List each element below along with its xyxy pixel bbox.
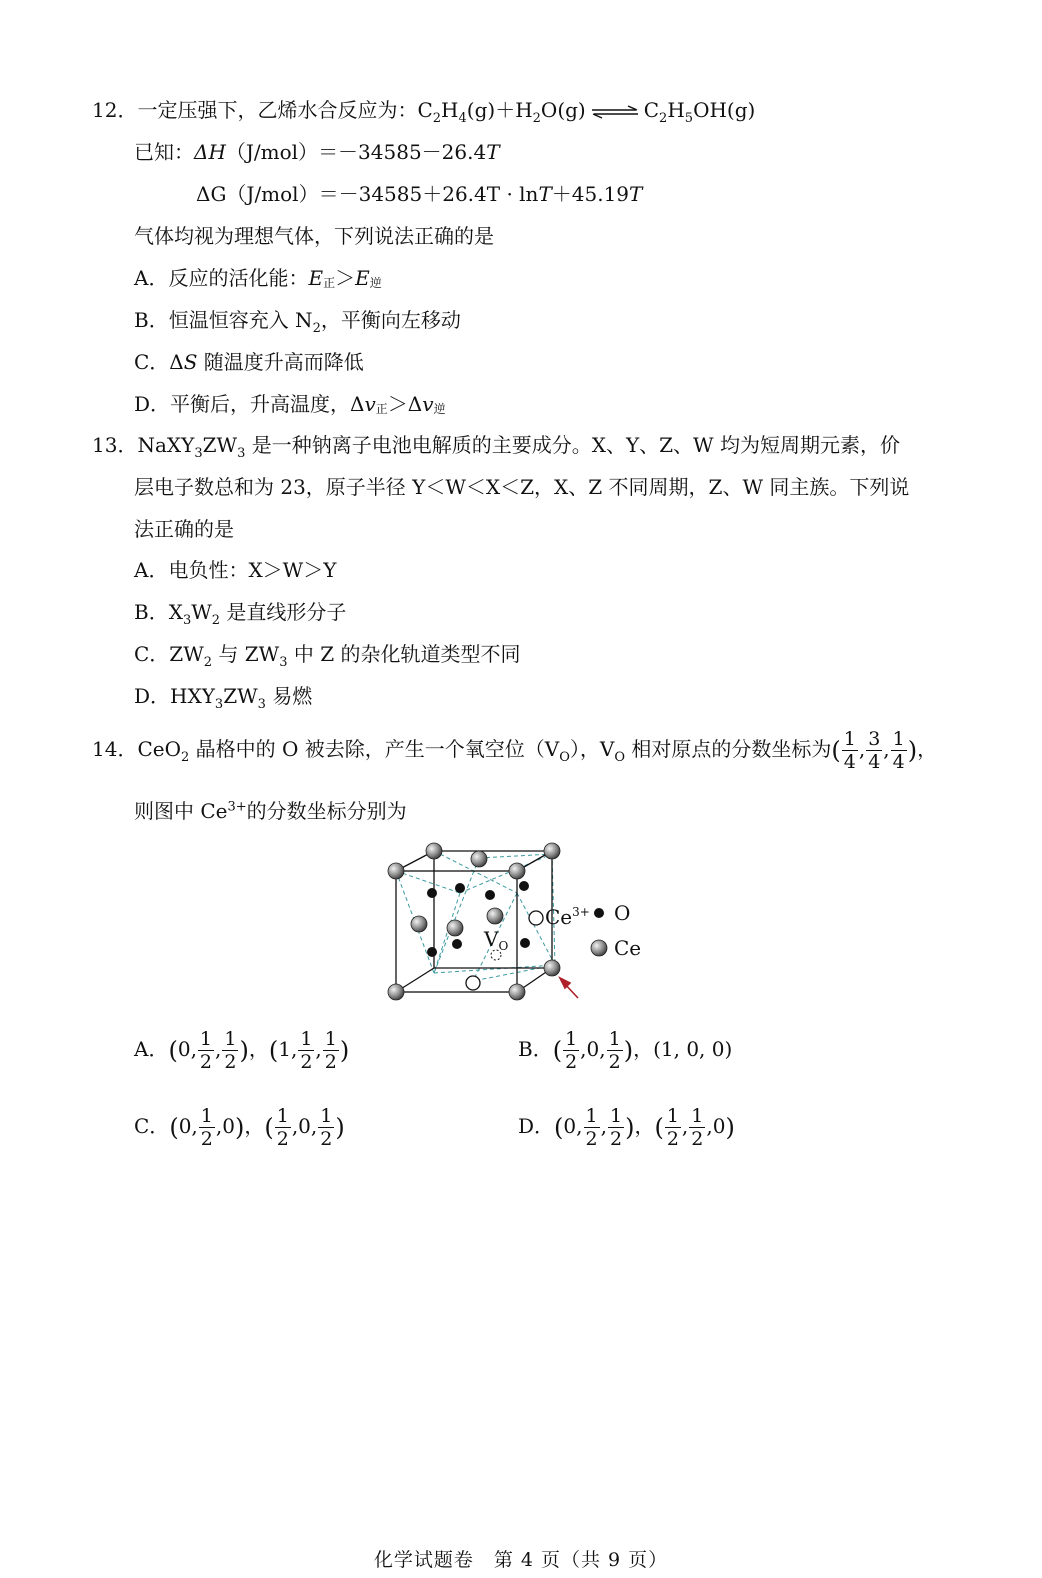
q13-option-b[interactable]: B．$X_3W_2$ 是直线形分子: [134, 600, 347, 628]
q13-number: 13．: [92, 433, 138, 457]
q12-condition: 气体均视为理想气体，下列说法正确的是: [134, 224, 494, 248]
q14-stem-line2: 则图中 $Ce^{3+}$的分数坐标分别为: [134, 799, 407, 823]
origin-arrow-icon: [560, 978, 578, 998]
q13-stem-line1: 13．$NaXY_3ZW_3$ 是一种钠离子电池电解质的主要成分。X、Y、Z、W 均为短周期元素，价: [92, 433, 900, 461]
vo-label: $V_O$: [484, 927, 509, 953]
crystal-figure: [382, 838, 662, 1013]
q12-known-dh: 已知：ΔH（J/mol）＝－34585－26.4T: [134, 140, 500, 164]
q13-stem-line2: 层电子数总和为 23，原子半径 Y＜W＜X＜Z，X、Z 不同周期，Z、W 同主族。下列说: [134, 475, 910, 499]
q13-stem-line3: 法正确的是: [134, 517, 234, 541]
page-footer: 化学试题卷 第 4 页（共 9 页）: [373, 1549, 669, 1571]
q12-option-d[interactable]: D．平衡后，升高温度，Δv正＞Δv逆: [134, 392, 446, 416]
q12-stem: [92, 96, 755, 126]
q14-option-c[interactable]: C．(0, $\frac{1}{2}$ ,0)，( $\frac{1}{2}$ ,0, $\frac{1}{2}$ ): [134, 1105, 345, 1150]
q12-stem-text: 一定压强下，乙烯水合反应为：: [137, 98, 418, 122]
legend-o-dot: [594, 908, 604, 918]
q14-option-b[interactable]: B．( $\frac{1}{2}$ ,0, $\frac{1}{2}$ )，(1, 0, 0): [518, 1028, 733, 1073]
legend-ce-label: Ce: [614, 936, 642, 960]
legend-ce-dot: [591, 940, 607, 956]
q13-option-c[interactable]: C．$ZW_2$ 与 $ZW_3$ 中 Z 的杂化轨道类型不同: [134, 642, 521, 670]
q12-number: 12．: [92, 98, 138, 122]
q12-known-dg: ΔG（J/mol）＝－34585＋26.4T · lnT＋45.19T: [196, 182, 643, 206]
coord-frac-x: $\frac{1}{4}$: [843, 728, 856, 773]
q12-products: $C_2H_5OH(g)$: [643, 98, 756, 126]
o-atoms: [427, 881, 530, 957]
coord-frac-z: $\frac{1}{4}$: [892, 728, 905, 773]
q13-option-d[interactable]: D．$HXY_3ZW_3$ 易燃: [134, 684, 313, 712]
q14-number: 14．: [92, 737, 138, 761]
q12-option-b[interactable]: B．恒温恒容充入 $N_2$，平衡向左移动: [134, 308, 461, 336]
q14-stem-line1: 14．CeO$_2$ 晶格中的 O 被去除，产生一个氧空位$(V_O)$，$V_O$ 相对原点的分数坐标为( $\frac{1}{4}$ , $\frac{3}{4}$ , $\frac{1}{4}$ )，: [92, 728, 938, 773]
ce3-label: $Ce^{3+}$: [545, 905, 590, 929]
q12-option-a[interactable]: A．反应的活化能：E正＞E逆: [134, 266, 382, 290]
coord-frac-y: $\frac{3}{4}$: [868, 728, 881, 773]
q13-option-a[interactable]: A．电负性：X＞W＞Y: [134, 558, 337, 582]
q12-option-c[interactable]: C．ΔS 随温度升高而降低: [134, 350, 364, 374]
equilibrium-arrow-icon: [590, 98, 640, 126]
q12-reactants: $C_2H_4(g)+H_2O(g)$: [417, 98, 586, 126]
q14-option-d[interactable]: D．(0, $\frac{1}{2}$ , $\frac{1}{2}$ )，( $\frac{1}{2}$ , $\frac{1}{2}$ ,0): [518, 1105, 735, 1150]
legend-o-label: O: [614, 901, 631, 925]
q14-option-a[interactable]: A．(0, $\frac{1}{2}$ , $\frac{1}{2}$ )，(1, $\frac{1}{2}$ , $\frac{1}{2}$ ): [134, 1028, 350, 1073]
